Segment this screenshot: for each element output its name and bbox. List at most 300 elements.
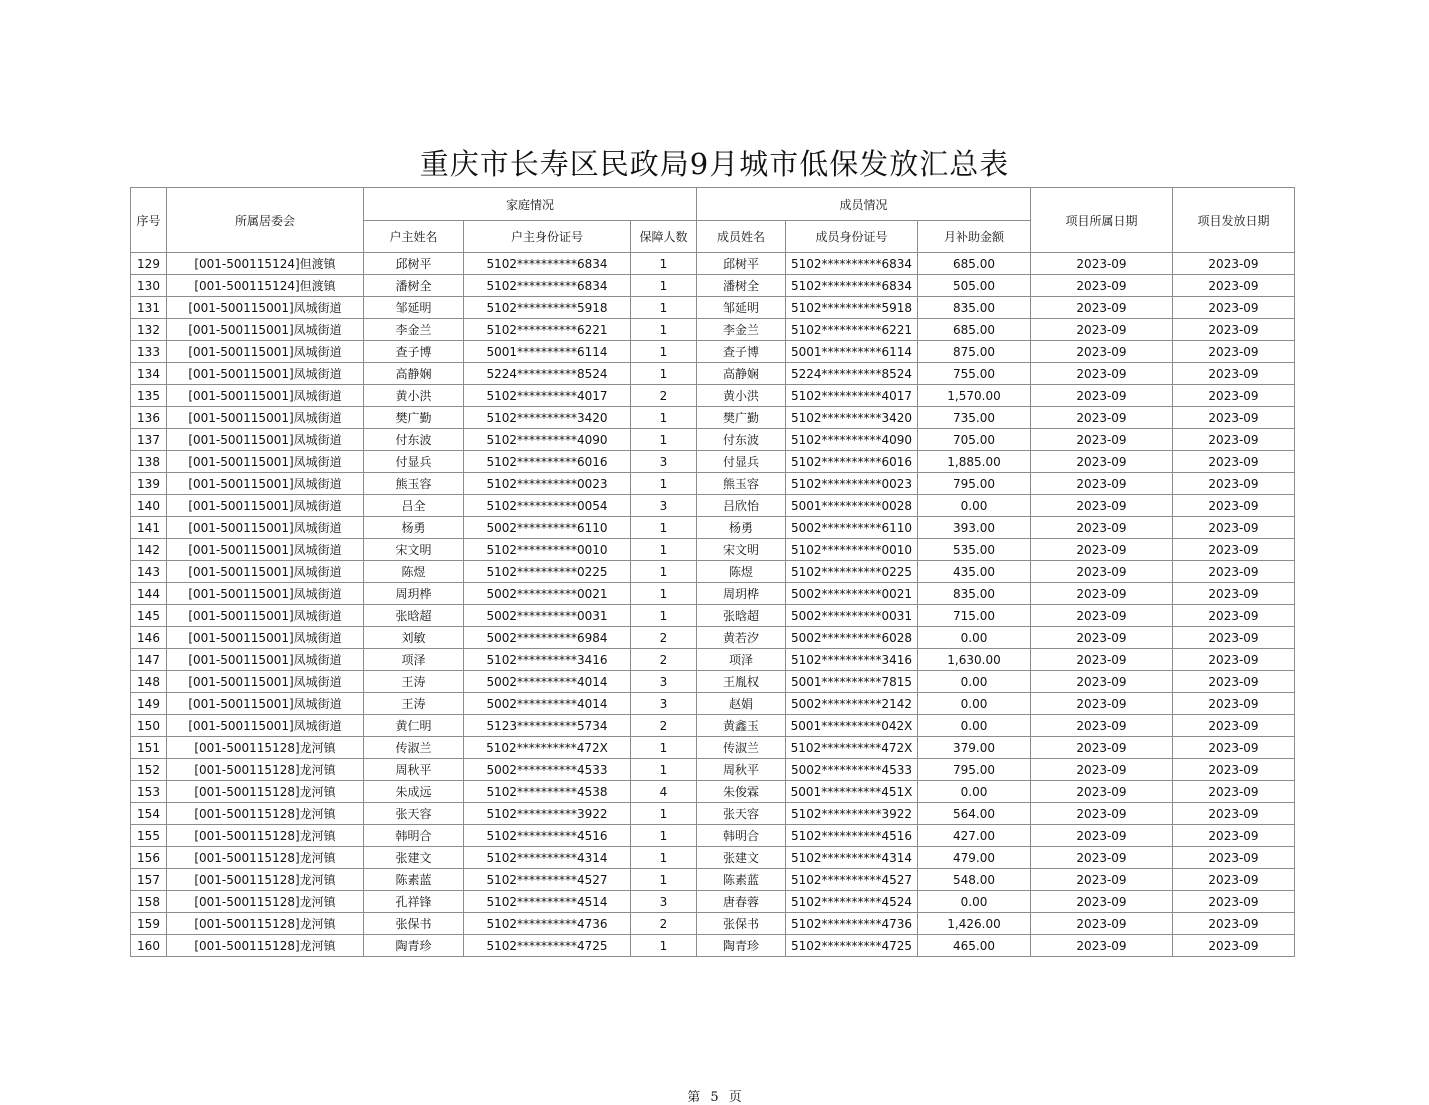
cell-head-id: 5002**********0031 — [464, 605, 631, 627]
cell-member-id: 5102**********4516 — [786, 825, 918, 847]
cell-amount: 875.00 — [918, 341, 1031, 363]
cell-amount: 435.00 — [918, 561, 1031, 583]
cell-committee: [001-500115128]龙河镇 — [167, 935, 364, 957]
table-row — [131, 517, 1295, 539]
cell-issue-date: 2023-09 — [1173, 847, 1295, 869]
cell-head-id: 5102**********3416 — [464, 649, 631, 671]
cell-project-date: 2023-09 — [1031, 935, 1173, 957]
cell-count: 3 — [631, 671, 697, 693]
table-row — [131, 385, 1295, 407]
cell-member-name: 周秋平 — [697, 759, 786, 781]
cell-issue-date: 2023-09 — [1173, 363, 1295, 385]
cell-seq: 153 — [131, 781, 167, 803]
cell-head-id: 5123**********5734 — [464, 715, 631, 737]
cell-count: 1 — [631, 517, 697, 539]
cell-amount: 685.00 — [918, 253, 1031, 275]
cell-amount: 835.00 — [918, 297, 1031, 319]
cell-member-id: 5102**********472X — [786, 737, 918, 759]
cell-project-date: 2023-09 — [1031, 847, 1173, 869]
cell-seq: 130 — [131, 275, 167, 297]
cell-seq: 146 — [131, 627, 167, 649]
cell-seq: 143 — [131, 561, 167, 583]
header-member-group: 成员情况 — [697, 188, 1031, 221]
table-row — [131, 671, 1295, 693]
cell-member-name: 查子博 — [697, 341, 786, 363]
cell-head-id: 5002**********6984 — [464, 627, 631, 649]
cell-seq: 145 — [131, 605, 167, 627]
cell-amount: 755.00 — [918, 363, 1031, 385]
page-title: 重庆市长寿区民政局9月城市低保发放汇总表 — [419, 147, 1010, 181]
cell-amount: 0.00 — [918, 891, 1031, 913]
cell-member-id: 5102**********6221 — [786, 319, 918, 341]
cell-member-name: 唐春蓉 — [697, 891, 786, 913]
cell-member-id: 5102**********4725 — [786, 935, 918, 957]
cell-head-name: 黄仁明 — [364, 715, 464, 737]
cell-issue-date: 2023-09 — [1173, 627, 1295, 649]
cell-seq: 138 — [131, 451, 167, 473]
cell-committee: [001-500115001]凤城街道 — [167, 715, 364, 737]
table-row — [131, 847, 1295, 869]
header-member-name: 成员姓名 — [697, 221, 786, 253]
cell-head-id: 5102**********4017 — [464, 385, 631, 407]
cell-seq: 151 — [131, 737, 167, 759]
cell-count: 2 — [631, 715, 697, 737]
cell-seq: 132 — [131, 319, 167, 341]
cell-amount: 548.00 — [918, 869, 1031, 891]
cell-project-date: 2023-09 — [1031, 407, 1173, 429]
cell-count: 1 — [631, 759, 697, 781]
header-member-id: 成员身份证号 — [786, 221, 918, 253]
cell-issue-date: 2023-09 — [1173, 319, 1295, 341]
table-row — [131, 561, 1295, 583]
table-row — [131, 451, 1295, 473]
cell-committee: [001-500115128]龙河镇 — [167, 891, 364, 913]
cell-member-name: 熊玉容 — [697, 473, 786, 495]
cell-head-name: 刘敏 — [364, 627, 464, 649]
footer-prefix: 第 — [687, 1090, 701, 1105]
cell-head-name: 项泽 — [364, 649, 464, 671]
cell-head-name: 韩明合 — [364, 825, 464, 847]
cell-committee: [001-500115001]凤城街道 — [167, 539, 364, 561]
cell-member-id: 5002**********6028 — [786, 627, 918, 649]
cell-member-id: 5002**********6110 — [786, 517, 918, 539]
cell-project-date: 2023-09 — [1031, 253, 1173, 275]
cell-issue-date: 2023-09 — [1173, 385, 1295, 407]
cell-head-id: 5001**********6114 — [464, 341, 631, 363]
cell-project-date: 2023-09 — [1031, 715, 1173, 737]
cell-member-id: 5102**********0023 — [786, 473, 918, 495]
cell-seq: 152 — [131, 759, 167, 781]
cell-amount: 735.00 — [918, 407, 1031, 429]
cell-issue-date: 2023-09 — [1173, 275, 1295, 297]
cell-issue-date: 2023-09 — [1173, 561, 1295, 583]
cell-issue-date: 2023-09 — [1173, 649, 1295, 671]
cell-amount: 479.00 — [918, 847, 1031, 869]
cell-committee: [001-500115001]凤城街道 — [167, 429, 364, 451]
cell-project-date: 2023-09 — [1031, 297, 1173, 319]
cell-project-date: 2023-09 — [1031, 583, 1173, 605]
header-amount: 月补助金额 — [918, 221, 1031, 253]
table-row — [131, 693, 1295, 715]
cell-count: 1 — [631, 539, 697, 561]
cell-project-date: 2023-09 — [1031, 825, 1173, 847]
cell-head-name: 周秋平 — [364, 759, 464, 781]
table-row — [131, 869, 1295, 891]
cell-head-id: 5102**********0010 — [464, 539, 631, 561]
cell-committee: [001-500115001]凤城街道 — [167, 671, 364, 693]
cell-issue-date: 2023-09 — [1173, 935, 1295, 957]
footer-suffix: 页 — [728, 1090, 742, 1105]
header-head-id: 户主身份证号 — [464, 221, 631, 253]
cell-member-name: 宋文明 — [697, 539, 786, 561]
table-row — [131, 891, 1295, 913]
cell-project-date: 2023-09 — [1031, 539, 1173, 561]
cell-member-name: 周玥桦 — [697, 583, 786, 605]
cell-committee: [001-500115001]凤城街道 — [167, 363, 364, 385]
cell-head-name: 高静娴 — [364, 363, 464, 385]
cell-count: 1 — [631, 561, 697, 583]
cell-seq: 154 — [131, 803, 167, 825]
cell-seq: 148 — [131, 671, 167, 693]
cell-committee: [001-500115001]凤城街道 — [167, 605, 364, 627]
cell-member-id: 5001**********451X — [786, 781, 918, 803]
cell-committee: [001-500115128]龙河镇 — [167, 869, 364, 891]
cell-amount: 1,426.00 — [918, 913, 1031, 935]
cell-amount: 0.00 — [918, 671, 1031, 693]
cell-head-name: 查子博 — [364, 341, 464, 363]
cell-amount: 835.00 — [918, 583, 1031, 605]
cell-committee: [001-500115001]凤城街道 — [167, 473, 364, 495]
cell-member-name: 高静娴 — [697, 363, 786, 385]
cell-amount: 795.00 — [918, 473, 1031, 495]
cell-amount: 535.00 — [918, 539, 1031, 561]
cell-project-date: 2023-09 — [1031, 319, 1173, 341]
cell-committee: [001-500115001]凤城街道 — [167, 407, 364, 429]
cell-member-name: 付显兵 — [697, 451, 786, 473]
table-row — [131, 539, 1295, 561]
cell-project-date: 2023-09 — [1031, 803, 1173, 825]
cell-project-date: 2023-09 — [1031, 891, 1173, 913]
cell-seq: 135 — [131, 385, 167, 407]
cell-member-id: 5102**********3416 — [786, 649, 918, 671]
cell-member-id: 5102**********4017 — [786, 385, 918, 407]
cell-member-name: 潘树全 — [697, 275, 786, 297]
cell-head-id: 5102**********6221 — [464, 319, 631, 341]
header-project-date: 项目所属日期 — [1031, 188, 1173, 253]
cell-seq: 147 — [131, 649, 167, 671]
cell-head-id: 5102**********4090 — [464, 429, 631, 451]
header-family-group: 家庭情况 — [364, 188, 697, 221]
cell-seq: 150 — [131, 715, 167, 737]
cell-issue-date: 2023-09 — [1173, 297, 1295, 319]
cell-count: 3 — [631, 495, 697, 517]
cell-committee: [001-500115128]龙河镇 — [167, 803, 364, 825]
cell-head-id: 5102**********0023 — [464, 473, 631, 495]
cell-amount: 705.00 — [918, 429, 1031, 451]
cell-member-name: 张建文 — [697, 847, 786, 869]
header-count: 保障人数 — [631, 221, 697, 253]
cell-committee: [001-500115001]凤城街道 — [167, 693, 364, 715]
cell-committee: [001-500115001]凤城街道 — [167, 451, 364, 473]
table-row — [131, 737, 1295, 759]
cell-member-name: 吕欣怡 — [697, 495, 786, 517]
cell-count: 2 — [631, 913, 697, 935]
cell-count: 4 — [631, 781, 697, 803]
cell-member-id: 5001**********0028 — [786, 495, 918, 517]
cell-project-date: 2023-09 — [1031, 605, 1173, 627]
cell-head-name: 孔祥锋 — [364, 891, 464, 913]
page-number: 5 — [710, 1090, 719, 1105]
cell-committee: [001-500115001]凤城街道 — [167, 495, 364, 517]
cell-project-date: 2023-09 — [1031, 759, 1173, 781]
cell-issue-date: 2023-09 — [1173, 495, 1295, 517]
cell-issue-date: 2023-09 — [1173, 825, 1295, 847]
cell-head-id: 5102**********3922 — [464, 803, 631, 825]
cell-member-id: 5224**********8524 — [786, 363, 918, 385]
cell-count: 3 — [631, 693, 697, 715]
cell-seq: 134 — [131, 363, 167, 385]
cell-seq: 149 — [131, 693, 167, 715]
cell-count: 3 — [631, 891, 697, 913]
cell-project-date: 2023-09 — [1031, 781, 1173, 803]
cell-member-name: 陶青珍 — [697, 935, 786, 957]
cell-member-id: 5002**********4533 — [786, 759, 918, 781]
cell-head-id: 5102**********4516 — [464, 825, 631, 847]
cell-head-id: 5002**********4014 — [464, 693, 631, 715]
cell-head-name: 黄小洪 — [364, 385, 464, 407]
table-row — [131, 935, 1295, 957]
cell-project-date: 2023-09 — [1031, 495, 1173, 517]
cell-head-id: 5002**********4533 — [464, 759, 631, 781]
cell-issue-date: 2023-09 — [1173, 891, 1295, 913]
table-row — [131, 363, 1295, 385]
cell-count: 1 — [631, 297, 697, 319]
table-row — [131, 275, 1295, 297]
cell-count: 1 — [631, 319, 697, 341]
cell-project-date: 2023-09 — [1031, 451, 1173, 473]
cell-member-id: 5102**********4736 — [786, 913, 918, 935]
cell-head-name: 王涛 — [364, 671, 464, 693]
cell-committee: [001-500115001]凤城街道 — [167, 341, 364, 363]
cell-seq: 157 — [131, 869, 167, 891]
cell-committee: [001-500115128]龙河镇 — [167, 759, 364, 781]
cell-head-name: 熊玉容 — [364, 473, 464, 495]
cell-seq: 142 — [131, 539, 167, 561]
cell-issue-date: 2023-09 — [1173, 517, 1295, 539]
cell-issue-date: 2023-09 — [1173, 759, 1295, 781]
page-footer — [0, 1086, 1429, 1105]
cell-project-date: 2023-09 — [1031, 737, 1173, 759]
cell-amount: 0.00 — [918, 693, 1031, 715]
cell-member-name: 传淑兰 — [697, 737, 786, 759]
cell-head-id: 5102**********0225 — [464, 561, 631, 583]
cell-member-id: 5102**********4524 — [786, 891, 918, 913]
cell-member-name: 张保书 — [697, 913, 786, 935]
cell-head-id: 5102**********4736 — [464, 913, 631, 935]
table-row — [131, 429, 1295, 451]
cell-head-id: 5102**********6834 — [464, 253, 631, 275]
cell-issue-date: 2023-09 — [1173, 803, 1295, 825]
cell-member-name: 项泽 — [697, 649, 786, 671]
cell-member-name: 赵娟 — [697, 693, 786, 715]
cell-count: 2 — [631, 385, 697, 407]
cell-issue-date: 2023-09 — [1173, 781, 1295, 803]
cell-seq: 160 — [131, 935, 167, 957]
cell-committee: [001-500115128]龙河镇 — [167, 737, 364, 759]
table-row — [131, 407, 1295, 429]
cell-amount: 685.00 — [918, 319, 1031, 341]
cell-member-name: 付东波 — [697, 429, 786, 451]
cell-committee: [001-500115128]龙河镇 — [167, 781, 364, 803]
cell-issue-date: 2023-09 — [1173, 671, 1295, 693]
table-row — [131, 473, 1295, 495]
cell-count: 1 — [631, 803, 697, 825]
cell-committee: [001-500115128]龙河镇 — [167, 913, 364, 935]
cell-project-date: 2023-09 — [1031, 627, 1173, 649]
cell-count: 3 — [631, 451, 697, 473]
cell-project-date: 2023-09 — [1031, 869, 1173, 891]
cell-seq: 155 — [131, 825, 167, 847]
cell-seq: 133 — [131, 341, 167, 363]
cell-member-id: 5001**********042X — [786, 715, 918, 737]
cell-head-id: 5102**********4725 — [464, 935, 631, 957]
cell-head-name: 陈煜 — [364, 561, 464, 583]
cell-member-name: 张天容 — [697, 803, 786, 825]
cell-member-name: 邹延明 — [697, 297, 786, 319]
cell-amount: 795.00 — [918, 759, 1031, 781]
cell-head-name: 张保书 — [364, 913, 464, 935]
cell-committee: [001-500115001]凤城街道 — [167, 297, 364, 319]
cell-head-id: 5224**********8524 — [464, 363, 631, 385]
cell-count: 1 — [631, 275, 697, 297]
table-body — [131, 253, 1295, 957]
cell-head-name: 张天容 — [364, 803, 464, 825]
cell-committee: [001-500115124]但渡镇 — [167, 253, 364, 275]
cell-head-id: 5002**********4014 — [464, 671, 631, 693]
cell-count: 1 — [631, 825, 697, 847]
cell-member-name: 王胤权 — [697, 671, 786, 693]
cell-amount: 564.00 — [918, 803, 1031, 825]
cell-head-id: 5102**********4314 — [464, 847, 631, 869]
cell-member-name: 陈素蓝 — [697, 869, 786, 891]
cell-committee: [001-500115124]但渡镇 — [167, 275, 364, 297]
table-row — [131, 649, 1295, 671]
cell-issue-date: 2023-09 — [1173, 473, 1295, 495]
cell-head-id: 5102**********0054 — [464, 495, 631, 517]
cell-head-name: 邹延明 — [364, 297, 464, 319]
cell-project-date: 2023-09 — [1031, 671, 1173, 693]
cell-member-name: 李金兰 — [697, 319, 786, 341]
cell-issue-date: 2023-09 — [1173, 429, 1295, 451]
table-row — [131, 715, 1295, 737]
cell-member-id: 5102**********6016 — [786, 451, 918, 473]
cell-seq: 136 — [131, 407, 167, 429]
cell-member-name: 朱俊霖 — [697, 781, 786, 803]
cell-project-date: 2023-09 — [1031, 561, 1173, 583]
cell-head-id: 5002**********6110 — [464, 517, 631, 539]
table-row — [131, 319, 1295, 341]
cell-seq: 158 — [131, 891, 167, 913]
cell-seq: 141 — [131, 517, 167, 539]
cell-head-id: 5102**********472X — [464, 737, 631, 759]
cell-amount: 505.00 — [918, 275, 1031, 297]
cell-head-name: 付东波 — [364, 429, 464, 451]
cell-member-id: 5102**********0225 — [786, 561, 918, 583]
cell-issue-date: 2023-09 — [1173, 715, 1295, 737]
cell-issue-date: 2023-09 — [1173, 341, 1295, 363]
cell-committee: [001-500115001]凤城街道 — [167, 517, 364, 539]
cell-count: 1 — [631, 253, 697, 275]
table-row — [131, 825, 1295, 847]
cell-member-name: 樊广勤 — [697, 407, 786, 429]
cell-seq: 156 — [131, 847, 167, 869]
cell-count: 1 — [631, 341, 697, 363]
cell-amount: 0.00 — [918, 715, 1031, 737]
header-head-name: 户主姓名 — [364, 221, 464, 253]
cell-amount: 379.00 — [918, 737, 1031, 759]
cell-committee: [001-500115128]龙河镇 — [167, 847, 364, 869]
cell-head-name: 张建文 — [364, 847, 464, 869]
cell-head-id: 5102**********6016 — [464, 451, 631, 473]
cell-seq: 159 — [131, 913, 167, 935]
cell-head-name: 传淑兰 — [364, 737, 464, 759]
table-row — [131, 297, 1295, 319]
cell-head-name: 王涛 — [364, 693, 464, 715]
cell-seq: 131 — [131, 297, 167, 319]
cell-amount: 0.00 — [918, 495, 1031, 517]
cell-project-date: 2023-09 — [1031, 693, 1173, 715]
cell-head-name: 潘树全 — [364, 275, 464, 297]
cell-project-date: 2023-09 — [1031, 473, 1173, 495]
cell-committee: [001-500115001]凤城街道 — [167, 385, 364, 407]
cell-member-name: 张晗超 — [697, 605, 786, 627]
table-row — [131, 803, 1295, 825]
cell-amount: 1,570.00 — [918, 385, 1031, 407]
cell-head-id: 5002**********0021 — [464, 583, 631, 605]
cell-amount: 1,885.00 — [918, 451, 1031, 473]
cell-head-id: 5102**********6834 — [464, 275, 631, 297]
cell-amount: 427.00 — [918, 825, 1031, 847]
cell-member-name: 黄小洪 — [697, 385, 786, 407]
cell-issue-date: 2023-09 — [1173, 693, 1295, 715]
cell-count: 2 — [631, 649, 697, 671]
cell-member-id: 5002**********2142 — [786, 693, 918, 715]
cell-issue-date: 2023-09 — [1173, 539, 1295, 561]
cell-seq: 140 — [131, 495, 167, 517]
cell-count: 2 — [631, 627, 697, 649]
cell-member-name: 陈煜 — [697, 561, 786, 583]
cell-member-id: 5002**********0031 — [786, 605, 918, 627]
cell-head-name: 杨勇 — [364, 517, 464, 539]
cell-member-id: 5102**********3420 — [786, 407, 918, 429]
cell-amount: 715.00 — [918, 605, 1031, 627]
cell-head-name: 张晗超 — [364, 605, 464, 627]
table-row — [131, 759, 1295, 781]
header-committee: 所属居委会 — [167, 188, 364, 253]
cell-count: 1 — [631, 605, 697, 627]
cell-committee: [001-500115128]龙河镇 — [167, 825, 364, 847]
cell-head-name: 邱树平 — [364, 253, 464, 275]
cell-committee: [001-500115001]凤城街道 — [167, 319, 364, 341]
cell-member-name: 黄若汐 — [697, 627, 786, 649]
cell-member-id: 5102**********3922 — [786, 803, 918, 825]
cell-amount: 0.00 — [918, 627, 1031, 649]
cell-seq: 144 — [131, 583, 167, 605]
cell-count: 1 — [631, 429, 697, 451]
cell-amount: 1,630.00 — [918, 649, 1031, 671]
cell-amount: 465.00 — [918, 935, 1031, 957]
table-row — [131, 913, 1295, 935]
